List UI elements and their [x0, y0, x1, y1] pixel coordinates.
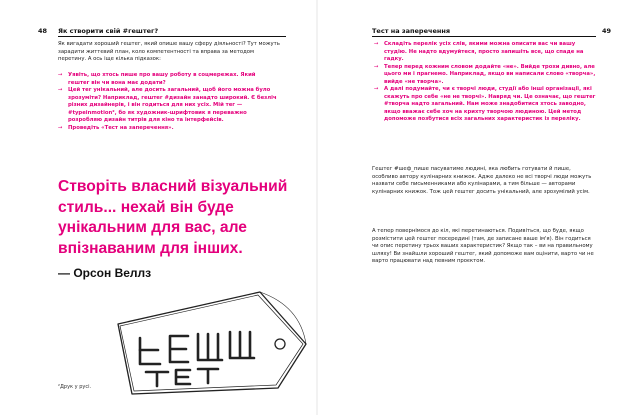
arrow-icon: →	[58, 87, 63, 94]
list-item	[374, 64, 598, 87]
list-item	[58, 125, 278, 133]
running-head: Як створити свій #гештег?	[58, 27, 159, 35]
arrow-icon: →	[374, 41, 379, 47]
arrow-icon: →	[58, 124, 63, 131]
intro-paragraph: Як вигадати хороший гештег, який опише вашу сферу діяльності? Тут можуть зарадити життєвий план, коло компетентності та вправа за методом перетину. А ось іще кілька підказок:	[58, 41, 280, 63]
list-item-text: А далі подумайте, чи є творчі люди, студії або інші організації, які скажуть про себе «не не творчі». Навряд чи. Це означає, що гештег #творча надто загальний. Нам може знадобитися хтось заводно, якщо вважає себе хоч на крихту творчою людиною. Цей метод допоможе позбутися всіх загальних характеристик із переліку.	[384, 86, 596, 123]
footnote: ²Друк у русі.	[58, 384, 92, 390]
body-paragraph: Гештег #шеф_пише пасуватиме людині, яка любить готувати й пише, особливо автору кулінарних книжок. Адже далеко не всі творчі люди можуть назвати себе письменниками або кулінарами, а тим більше — авторами кулінарних книжок. Тож цей гештег досить унікальний, але зрозумілий усім.	[372, 166, 592, 195]
right-page	[318, 0, 635, 415]
page-number: 49	[601, 27, 611, 35]
list-item	[374, 86, 598, 124]
arrow-icon: →	[374, 63, 379, 70]
list-item-text: Проведіть «Тест на заперечення».	[68, 124, 174, 131]
list-item-text: Цей тег унікальний, але досить загальний, щоб його можна було зрозуміти? Наприклад, гештег #дизайн занадто широкий. Є безліч різних дизайнерів, і він годиться для них усіх. Мій тег — #typeinmotion², бо як художник-шрифтовик я переважно розробляю дизайн титрів для кіно та інтерфейсів.	[68, 87, 277, 124]
list-item	[58, 87, 278, 125]
body-paragraph: А тепер повернімося до кіл, які перетинаються. Подивіться, що буде, якщо розмістити цей гештег посередині (там, де записане ваше ім'я). Він годиться чи опис перетину трьох ваших характеристик? Якщо так – ви на правильному шляху! Ви знайшли хороший гештег, який допоможе вам оцінити, варто чи не варто працювати над певним проєктом.	[372, 228, 594, 265]
tips-list	[58, 72, 278, 132]
list-item	[58, 72, 278, 87]
header-rule	[372, 36, 596, 37]
hashtag-label-illustration	[110, 286, 310, 396]
header-rule	[58, 36, 286, 37]
arrow-icon: →	[58, 72, 63, 78]
test-steps-list	[374, 41, 598, 124]
list-item-text: Тепер перед кожним словом додайте «не». Вийде трохи дивно, але цього ми і прагнемо. Наприклад, якщо ви написали слово «творча», вийде «не творча».	[384, 63, 596, 85]
page-number: 48	[38, 27, 48, 35]
left-page	[0, 0, 316, 415]
list-item	[374, 41, 598, 64]
arrow-icon: →	[374, 86, 379, 93]
running-head: Тест на заперечення	[372, 27, 451, 35]
pull-quote: Створіть власний візуальний стиль... нехай він буде унікальним для вас, але впізнаваним для інших.	[58, 178, 288, 257]
list-item-text: Складіть перелік усіх слів, якими можна описати вас чи вашу студію. Не надто вдумуйтеся, просто запишіть все, що спаде на гадку.	[384, 41, 584, 63]
list-item-text: Уявіть, що хтось пише про вашу роботу в соцмережах. Який гештег він чи вона має додати?	[68, 72, 256, 86]
quote-author: — Орсон Веллз	[58, 266, 152, 280]
